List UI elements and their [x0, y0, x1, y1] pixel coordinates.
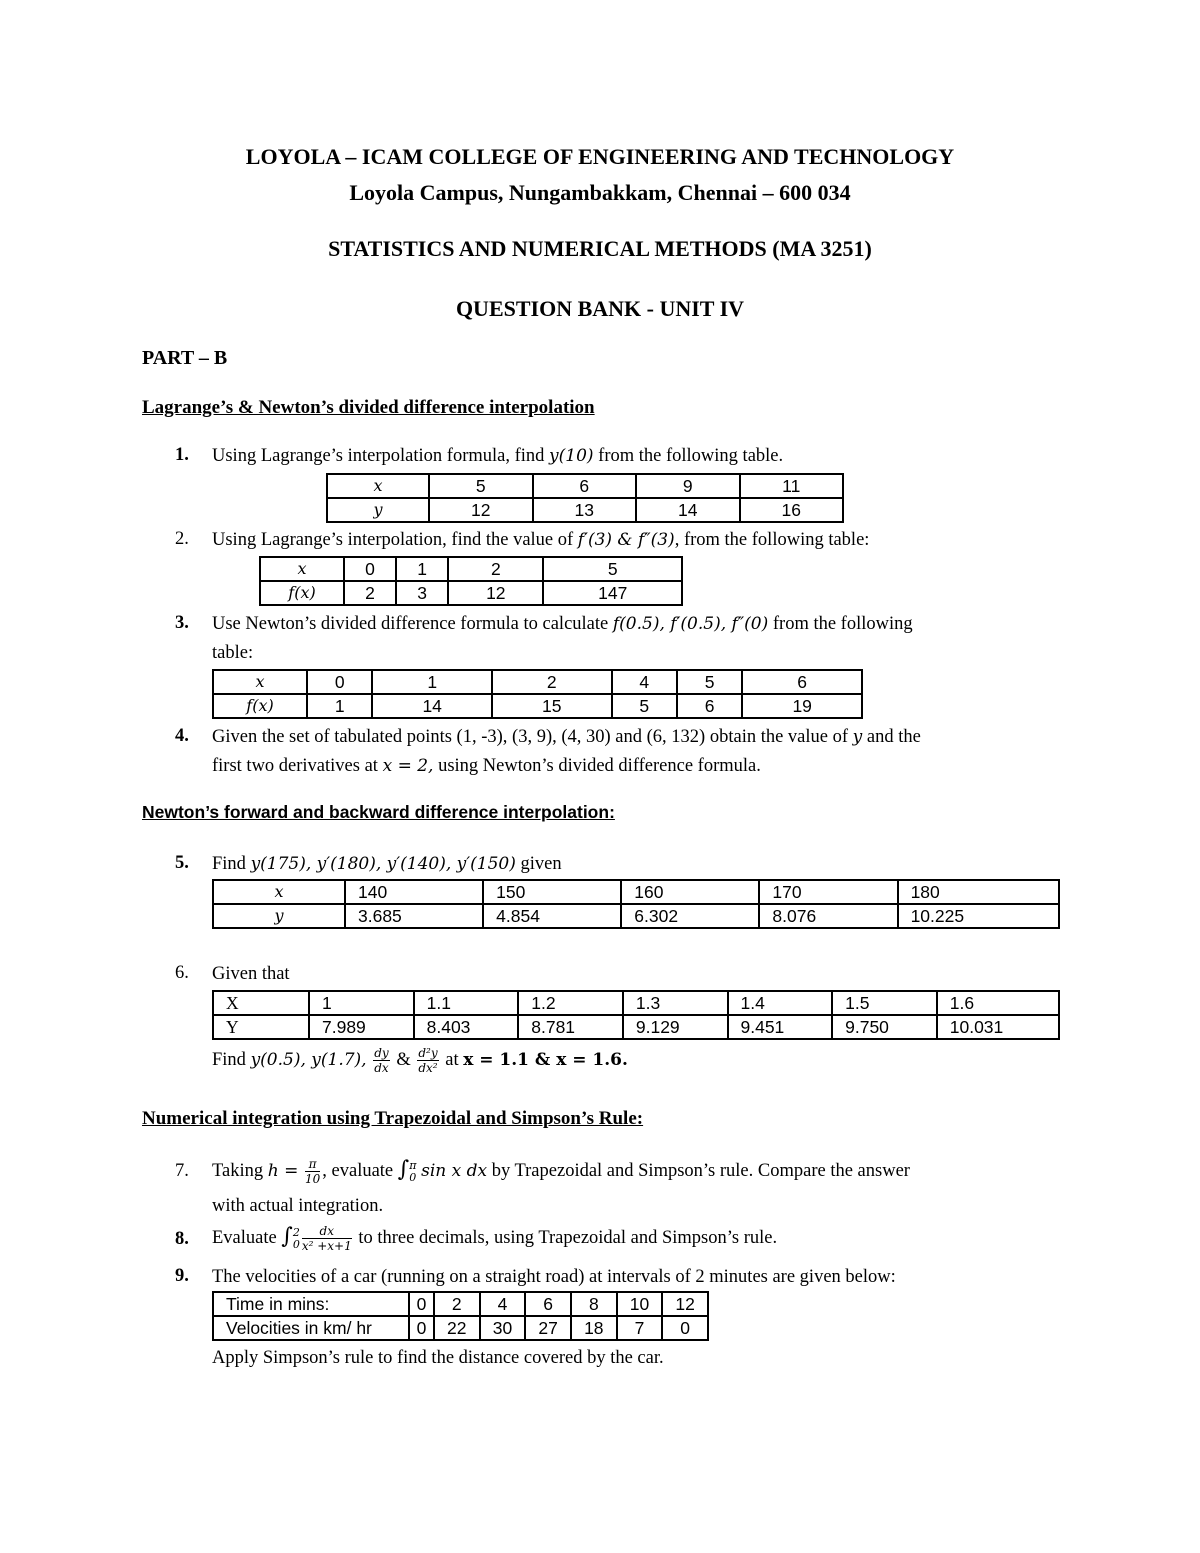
question-4-text: Given the set of tabulated points (1, -3), (3, 9), (4, 30) and (6, 132) obtain the value of y and the: [212, 727, 921, 747]
question-6-text: Given that: [212, 964, 290, 984]
question-number: 6.: [175, 963, 189, 983]
question-number: 2.: [175, 529, 189, 549]
table-row: f(x) 2 3 12 147: [260, 581, 682, 605]
question-6-table: [212, 990, 1060, 1040]
part-heading: PART – B: [142, 347, 228, 369]
table-row: y 3.685 4.854 6.302 8.076 10.225: [213, 904, 1059, 928]
table-row: y 12 13 14 16: [327, 498, 843, 522]
question-2-table: [259, 556, 683, 606]
integral-limits: 2 0: [292, 1225, 300, 1251]
section-heading-lagrange: Lagrange’s & Newton’s divided difference interpolation: [142, 397, 595, 418]
course-title: STATISTICS AND NUMERICAL METHODS (MA 3251): [328, 236, 872, 261]
section-heading-newton: Newton’s forward and backward difference interpolation:: [142, 802, 615, 822]
question-number: 8.: [175, 1229, 189, 1249]
table-row: X 1 1.1 1.2 1.3 1.4 1.5 1.6: [213, 991, 1059, 1015]
question-9-text-cont: Apply Simpson’s rule to find the distance covered by the car.: [212, 1348, 664, 1368]
question-8-text: Evaluate ∫ 2 0 $\frac{dx}{\text{x² +x+1}}$ to three decimals, using Trapezoidal and Simpson’s rule.: [212, 1224, 778, 1254]
question-5-table: [212, 879, 1060, 929]
question-2-text: Using Lagrange’s interpolation, find the value of f′(3) & f″(3), from the following table:: [212, 530, 870, 550]
integrand-fraction: $\frac{dx}{\text{x² +x+1}}$: [301, 1224, 352, 1254]
table-row: f(x) 1 14 15 5 6 19: [213, 694, 862, 718]
table-row: Time in mins: 0 2 4 6 8 10 12: [213, 1292, 708, 1316]
second-derivative-fraction: $\frac{\text{d²y}}{\text{dx²}}$: [418, 1046, 438, 1076]
question-1-table: [326, 473, 844, 523]
question-number: 9.: [175, 1266, 189, 1286]
question-6-find: Find y(0.5), y(1.7), $\frac{dy}{dx}$ & $\frac{\text{d²y}}{\text{dx²}}$ at x = 1.1 & x = 1.6.: [212, 1046, 628, 1076]
question-number: 1.: [175, 445, 189, 465]
derivative-fraction: $\frac{dy}{dx}$: [374, 1046, 389, 1076]
integral-sign: ∫: [281, 1224, 293, 1249]
question-4-text-cont: first two derivatives at x = 2, using Newton’s divided difference formula.: [212, 756, 761, 776]
table-row: x 0 1 2 5: [260, 557, 682, 581]
question-9-text: The velocities of a car (running on a straight road) at intervals of 2 minutes are given below:: [212, 1267, 896, 1287]
table-row: Velocities in km/ hr 0 22 30 27 18 7 0: [213, 1316, 708, 1340]
question-5-text: Find y(175), y′(180), y′(140), y′(150) given: [212, 854, 562, 874]
question-1-text: Using Lagrange’s interpolation formula, find y(10) from the following table.: [212, 446, 784, 466]
section-heading-integration: Numerical integration using Trapezoidal and Simpson’s Rule:: [142, 1108, 644, 1129]
table-row: x 5 6 9 11: [327, 474, 843, 498]
question-7-text-cont: with actual integration.: [212, 1196, 384, 1216]
question-3-table: [212, 669, 863, 719]
table-row: Y 7.989 8.403 8.781 9.129 9.451 9.750 10.031: [213, 1015, 1059, 1039]
question-number: 3.: [175, 613, 189, 633]
question-3-text-cont: table:: [212, 643, 254, 663]
question-number: 7.: [175, 1161, 189, 1181]
college-name: LOYOLA – ICAM COLLEGE OF ENGINEERING AND TECHNOLOGY: [245, 144, 955, 169]
table-row: x 140 150 160 170 180: [213, 880, 1059, 904]
document-title: QUESTION BANK - UNIT IV: [455, 296, 745, 321]
campus-address: Loyola Campus, Nungambakkam, Chennai – 600 034: [349, 180, 851, 205]
integral-sign: ∫: [397, 1157, 410, 1182]
integral-limits: π 0: [409, 1158, 417, 1184]
question-number: 5.: [175, 853, 189, 873]
table-row: x 0 1 2 4 5 6: [213, 670, 862, 694]
question-3-text: Use Newton’s divided difference formula to calculate f(0.5), f′(0.5), f″(0) from the following: [212, 614, 913, 634]
h-fraction: $\frac{\pi}{10}$: [304, 1157, 321, 1187]
question-9-table: [212, 1291, 709, 1341]
question-number: 4.: [175, 726, 189, 746]
question-7-text: Taking h = $\frac{\pi}{10}$ , evaluate ∫ π 0 sin x dx by Trapezoidal and Simpson’s rule. Compare the answer: [212, 1157, 910, 1187]
